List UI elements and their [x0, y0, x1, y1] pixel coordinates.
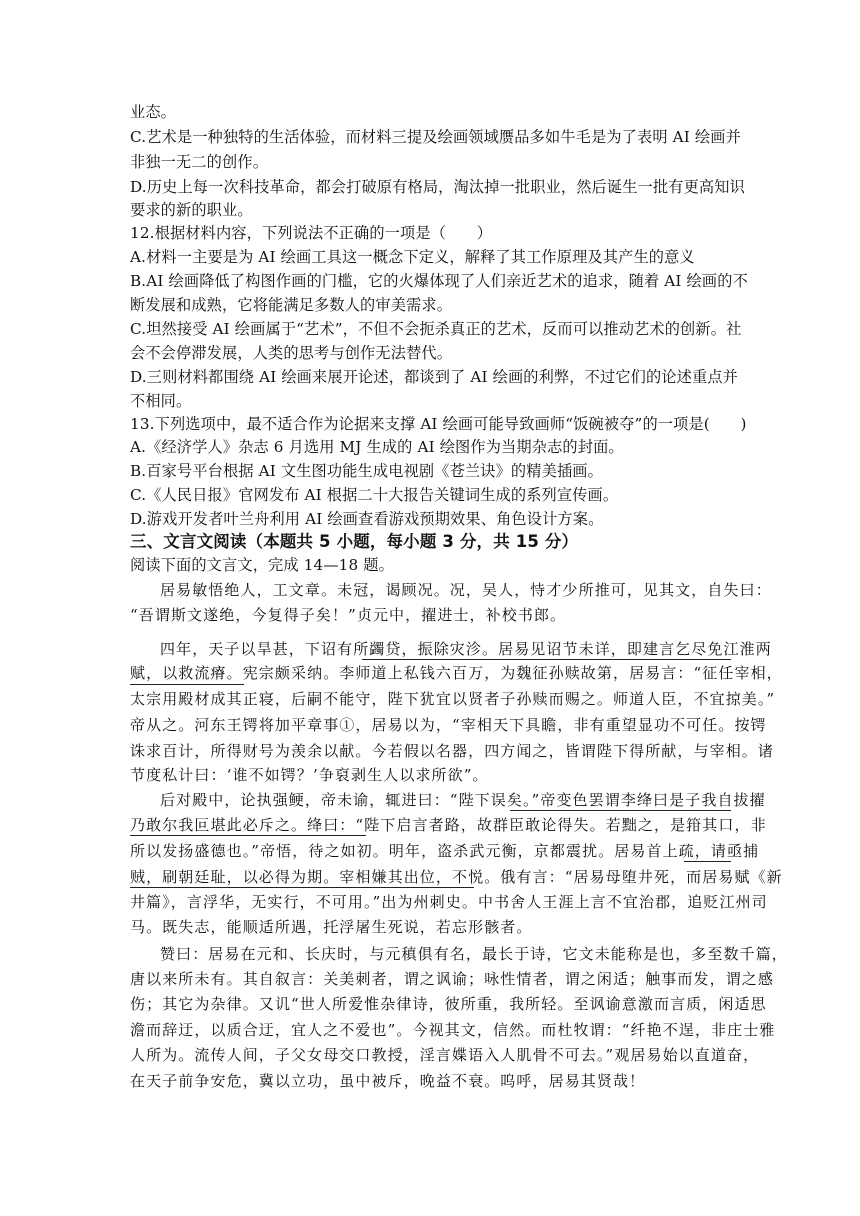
classical-text-line: 人所为。流传人间，子父女母交口教授，淫言媟语入人肌骨不可去。”观居易始以直道奋， — [130, 1046, 760, 1064]
section-heading: 三、文言文阅读（本题共 5 小题，每小题 3 分，共 15 分） — [130, 532, 579, 551]
classical-text-line: 帝从之。河东王锷将加平章事①，居易以为，“宰相天下具瞻，非有重望显功不可任。按锷 — [130, 716, 767, 734]
classical-text-line: 在天子前争安危，冀以立功，虽中被斥，晚益不衰。呜呼，居易其贤哉！ — [130, 1072, 646, 1090]
underline-mark — [130, 835, 366, 836]
classical-text-line: 唐以来所未有。其自叙言：关美刺者，谓之讽谕；咏性情者，谓之闲适；触事而发，谓之感 — [130, 970, 775, 988]
option-b-line: B.AI 绘画降低了构图作画的门槛，它的火爆体现了人们亲近艺术的追求，随着 AI 绘画的不 — [130, 272, 748, 290]
classical-text-line: 赋，以救流瘠。宪宗颇采纳。李师道上私钱六百万，为魏征孙赎故第，居易言：“征任宰相， — [130, 664, 783, 682]
underline-mark — [510, 810, 731, 811]
question-13: 13.下列选项中，最不适合作为论据来支撑 AI 绘画可能导致画师“饭碗被夺”的一项是( ) — [130, 415, 747, 433]
option-a-line: A.材料一主要是为 AI 绘画工具这一概念下定义，解释了其工作原理及其产生的意义 — [130, 248, 695, 266]
classical-text-line: 诛求百计，所得财号为羡余以献。今若假以名器，四方闻之，皆谓陛下得所献，与宰相。诸 — [130, 742, 775, 760]
text-line: 要求的新的职业。 — [130, 201, 253, 219]
underline-mark — [130, 684, 244, 685]
option-b-line: B.百家号平台根据 AI 文生图功能生成电视剧《苍兰诀》的精美插画。 — [130, 462, 603, 480]
underline-mark — [684, 861, 731, 862]
option-c-line: C.坦然接受 AI 绘画属于“艺术”，不但不会扼杀真正的艺术，反而可以推动艺术的创新。社 — [130, 320, 742, 338]
text-line: 会不会停滞发展，人类的思考与创作无法替代。 — [130, 344, 453, 362]
option-d-line: D.游戏开发者叶兰舟利用 AI 绘画查看游戏预期效果、角色设计方案。 — [130, 510, 604, 528]
text-line: 非独一无二的创作。 — [130, 153, 269, 171]
classical-text-line: 赞曰：居易在元和、长庆时，与元稹俱有名，最长于诗，它文未能称是也，多至数千篇， — [160, 945, 788, 963]
classical-text-line: 伤；其它为杂律。又讥“世人所爱惟杂律诗，彼所重，我所轻。至讽谕意激而言质，闲适思 — [130, 995, 767, 1013]
classical-text-line: 井篇》，言浮华，无实行，不可用。”出为州刺史。中书舍人王涯上言不宜治郡，追贬江州司 — [130, 893, 768, 911]
classical-text-line: 太宗用殿材成其正寝，后嗣不能守，陛下犹宜以贤者子孙赎而赐之。师道人臣，不宜掠美。” — [130, 690, 776, 708]
classical-text-line: 居易敏悟绝人，工文章。未冠，谒顾况。况，吴人，恃才少所推可，见其文，自失曰： — [160, 581, 772, 599]
classical-text-line: “吾谓斯文遂绝，今复得子矣！”贞元中，擢进士，补校书郎。 — [130, 606, 567, 624]
instruction-line: 阅读下面的文言文，完成 14—18 题。 — [130, 556, 394, 574]
classical-text-line: 马。既失志，能顺适所遇，托浮屠生死说，若忘形骸者。 — [130, 918, 533, 936]
classical-text-line: 澹而辞迂，以质合迂，宜人之不爱也”。今视其文，信然。而杜牧谓：“纤艳不逞，非庄士雅 — [130, 1021, 776, 1039]
question-12: 12.根据材料内容，下列说法不正确的一项是（ ） — [130, 224, 493, 242]
underline-mark — [130, 887, 474, 888]
option-c-line: C.艺术是一种独特的生活体验，而材料三提及绘画领域赝品多如牛毛是为了表明 AI 绘画并 — [130, 128, 741, 146]
classical-text-line: 后对殿中，论执强鲠，帝未谕，辄进曰：“陛下误矣。”帝变色罢谓李绛曰是子我自拔擢 — [160, 791, 766, 809]
classical-text-line: 节度私计曰：‘谁不如锷？’争裒剥生人以求所欲”。 — [130, 766, 489, 784]
option-c-line: C.《人民日报》官网发布 AI 根据二十大报告关键词生成的系列宣传画。 — [130, 486, 619, 504]
classical-text-line: 贼，刷朝廷耻，以必得为期。宰相嫌其出位，不悦。俄有言：“居易母堕井死，而居易赋《新 — [130, 868, 783, 886]
text-line: 不相同。 — [130, 392, 192, 410]
option-a-line: A.《经济学人》杂志 6 月选用 MJ 生成的 AI 绘图作为当期杂志的封面。 — [130, 438, 624, 456]
text-line: 业态。 — [130, 103, 177, 121]
text-line: 断发展和成熟，它将能满足多数人的审美需求。 — [130, 296, 453, 314]
classical-text-line: 四年，天子以旱甚，下诏有所蠲贷，振除灾沴。居易见诏节未详，即建言乞尽免江淮两 — [160, 640, 772, 658]
classical-text-line: 乃敢尔我叵堪此必斥之。绛曰：“陛下启言者路，故群臣敢论得失。若黜之，是箝其口，非 — [130, 816, 767, 834]
underline-mark — [362, 659, 731, 660]
classical-text-line: 所以发扬盛德也。”帝悟，待之如初。明年，盗杀武元衡，京都震扰。居易首上疏，请亟捕 — [130, 842, 760, 860]
option-d-line: D.三则材料都围绕 AI 绘画来展开论述，都谈到了 AI 绘画的利弊，不过它们的论述重点并 — [130, 368, 739, 386]
option-d-line: D.历史上每一次科技革命，都会打破原有格局，淘汰掉一批职业，然后诞生一批有更高知识 — [130, 178, 745, 196]
